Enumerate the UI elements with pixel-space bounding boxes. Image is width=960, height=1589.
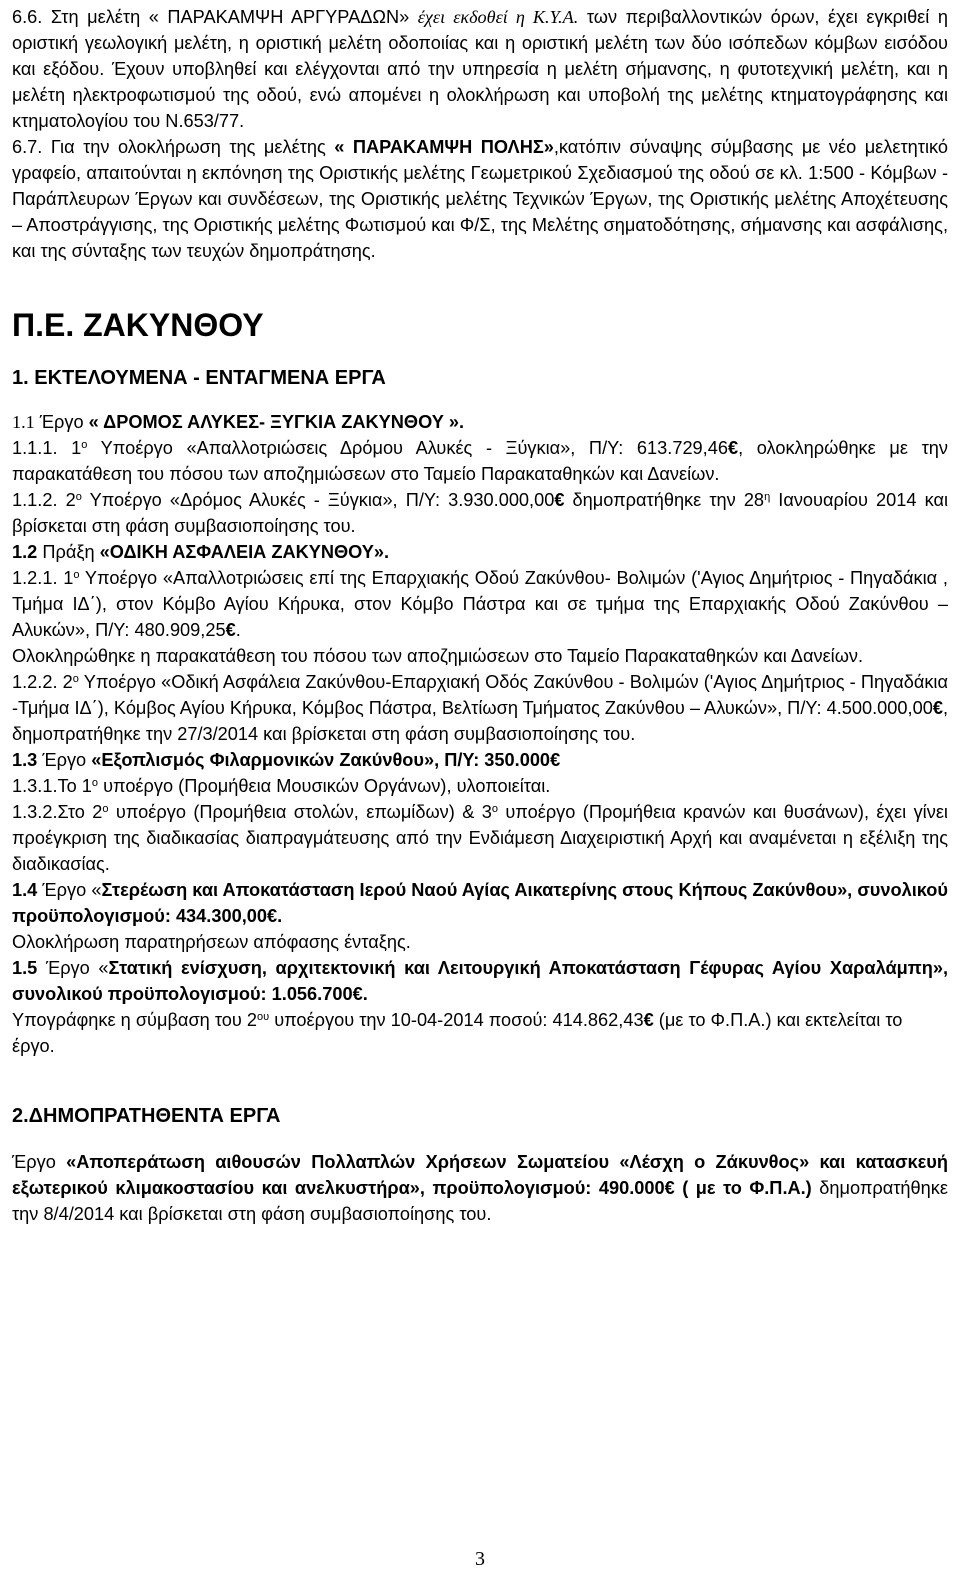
superscript: ο — [72, 673, 79, 685]
euro-symbol: € — [643, 1010, 654, 1030]
superscript: ο — [491, 803, 498, 815]
text-run: 6.6. Στη μελέτη « ΠΑΡΑΚΑΜΨΗ ΑΡΓΥΡΑΔΩΝ» — [12, 7, 418, 27]
item-1-1 — [12, 409, 948, 435]
item-1-3 — [12, 747, 948, 773]
text-run: των περιβαλλοντικών όρων, έχει εγκριθεί η οριστική γεωλογική μελέτη, η οριστική μελέτη οδοποιίας και η οριστική μελέτη των δύο ισόπεδων κόμβων εισόδου και εξόδου. Έχουν υποβληθεί και ελέγχονται από την υπηρεσία η μελέτη σήμανσης, η φυτοτεχνική μελέτη, και η μελέτη ηλεκτροφωτισμού της οδού, ενώ απομένει η ολοκλήρωση και υποβολή της μελέτης κτηματογράφησης και κτηματολογίου του Ν.653/77. — [12, 7, 949, 131]
text-run: Υπογράφηκε η σύμβαση του 2 — [12, 1010, 257, 1030]
text-run: Υποέργο «Οδική Ασφάλεια Ζακύνθου-Επαρχιακή Οδός Ζακύνθου - Βολιμών ('Αγιος Δημήτριος - Πηγαδάκια -Τμήμα ΙΔ΄), Κόμβος Αγίου Κήρυκα, Κόμβος Πάστρα, Βελτίωση Τμήματος Ζακύνθου – Αλυκών», Π/Υ: 4.500.000,00 — [12, 672, 948, 718]
superscript: ο — [81, 439, 88, 451]
superscript: ο — [91, 777, 99, 789]
text-run: Στερέωση και Αποκατάσταση Ιερού Ναού Αγίας Αικατερίνης στους Κήπους Ζακύνθου», συνολικού προϋπολογισμού: 434.300,00 — [12, 880, 948, 926]
text-run: «Εξοπλισμός Φιλαρμονικών Ζακύνθου», Π/Υ: 350.000 — [91, 750, 551, 770]
euro-symbol: € — [225, 620, 236, 640]
text-run: «Αποπεράτωση αιθουσών Πολλαπλών Χρήσεων Σωματείου «Λέσχη ο Ζάκυνθος» και κατασκευή εξωτερικού κλιμακοστασίου και ανελκυστήρα», προϋπολογισμού: 490.000 — [12, 1152, 949, 1198]
superscript: ο — [73, 569, 80, 581]
text-run: Έργο « — [37, 880, 102, 900]
text-run: υποέργο (Προμήθεια κρανών και θυσάνων), έχει γίνει προέγκριση της διαδικασίας διαπραγμάτευσης από την Ενδιάμεση Διαχειριστική Αρχή και αναμένεται η εξέλιξη της διαδικασίας. — [12, 802, 948, 874]
text-run: 1.5 — [12, 958, 38, 978]
text-run: υποέργο (Προμήθεια Μουσικών Οργάνων), υλοποιείται. — [98, 776, 551, 796]
text-run: υποέργο (Προμήθεια στολών, επωμίδων) & 3 — [108, 802, 492, 822]
text-run: Υποέργο «Απαλλοτριώσεις Δρόμου Αλυκές - Ξύγκια», Π/Υ: 613.729,46 — [87, 438, 728, 458]
item-1-2-2 — [12, 669, 948, 747]
euro-symbol: € — [664, 1178, 675, 1198]
text-run: 6.7. Για την ολοκλήρωση της μελέτης — [12, 137, 335, 157]
text-run: , δημοπρατήθηκε την 27/3/2014 και βρίσκεται στη φάση συμβασιοποίησης του. — [12, 698, 948, 744]
text-run: 1.1.2. 2 — [12, 490, 76, 510]
item-1-3-2 — [12, 799, 948, 877]
text-run: « ΔΡΟΜΟΣ ΑΛΥΚΕΣ- ΞΥΓΚΙΑ ΖΑΚΥΝΘΟΥ ». — [88, 412, 465, 432]
item-1-5 — [12, 955, 948, 1007]
item-1-2-1 — [12, 565, 948, 643]
text-run: Έργο « — [37, 958, 109, 978]
text-run: δημοπρατήθηκε την 8/4/2014 και βρίσκεται στη φάση συμβασιοποίησης του. — [12, 1178, 948, 1224]
item-1-4 — [12, 877, 948, 929]
text-run: 1.3.1.Το 1 — [12, 776, 92, 796]
heading-1: 1. ΕΚΤΕΛΟΥΜΕΝΑ - ΕΝΤΑΓΜΕΝΑ ΕΡΓΑ — [12, 367, 386, 389]
demo-project — [12, 1149, 948, 1227]
text-run: Στατική ενίσχυση, αρχιτεκτονική και Λειτουργική Αποκατάσταση Γέφυρας Αγίου Χαραλάμπη», συνολικού προϋπολογισμού: 1.056.700 — [12, 958, 948, 1004]
text-run: 1.3 — [12, 750, 38, 770]
item-1-2-1-continuation: Ολοκληρώθηκε η παρακατάθεση του πόσου των αποζημιώσεων στο Ταμείο Παρακαταθηκών και Δανείων. — [12, 646, 864, 666]
text-run: Υποέργο «Απαλλοτριώσεις επί της Επαρχιακής Οδού Ζακύνθου- Βολιμών ('Αγιος Δημήτριος - Πηγαδάκια , Τμήμα ΙΔ΄), στον Κόμβο Αγίου Κήρυκα, στον Κόμβο Πάστρα και σε τμήμα της Επαρχιακής Οδού Ζακύνθου – Αλυκών», Π/Υ: 480.909,25 — [12, 568, 948, 640]
euro-symbol: € — [550, 750, 561, 770]
text-run: ,κατόπιν σύναψης σύμβασης με νέο μελετητικό γραφείο, απαιτούνται η εκπόνηση της Οριστικής μελέτης Γεωμετρικού Σχεδιασμού της οδού σε κλ. 1:500 - Κόμβων - Παράπλευρων Έργων και συνδέσεων, της Οριστικής μελέτης Τεχνικών Έργων, της Οριστικής μελέτης Αποχέτευσης – Αποστράγγισης, της Οριστικής μελέτης Φωτισμού και Φ/Σ, της Μελέτης σηματοδότησης, σήμανσης και ασφάλισης, και της σύνταξης των τευχών δημοπράτησης. — [12, 137, 948, 261]
text-run: (με το Φ.Π.Α.) και εκτελείται το έργο. — [12, 1010, 903, 1056]
item-1-2 — [12, 539, 948, 565]
text-run: « ΠΑΡΑΚΑΜΨΗ ΠΟΛΗΣ» — [334, 137, 554, 157]
text-run: 1.4 — [12, 880, 38, 900]
text-run: «ΟΔΙΚΗ ΑΣΦΑΛΕΙΑ ΖΑΚΥΝΘΟΥ». — [99, 542, 390, 562]
euro-symbol: € — [352, 984, 363, 1004]
text-run: 1.3.2.Στο 2 — [12, 802, 103, 822]
item-1-1-2 — [12, 487, 948, 539]
euro-symbol: € — [266, 906, 278, 926]
item-1-1-1 — [12, 435, 948, 487]
text-run: Πράξη — [37, 542, 100, 562]
text-run: έχει εκδοθεί η Κ.Υ.Α. — [417, 7, 579, 27]
item-1-4-continuation: Ολοκλήρωση παρατηρήσεων απόφασης ένταξης. — [12, 932, 411, 952]
item-1-3-1 — [12, 773, 948, 799]
text-run: 1.1.1. 1 — [12, 438, 82, 458]
superscript: ο — [102, 803, 109, 815]
euro-symbol: € — [727, 438, 739, 458]
heading-2: 2.ΔΗΜΟΠΡΑΤΗΘΕΝΤΑ ΕΡΓΑ — [12, 1105, 281, 1127]
page-number: 3 — [475, 1548, 485, 1570]
title-pe-zakynthou: Π.Ε. ΖΑΚΥΝΘΟΥ — [12, 307, 264, 343]
text-run: Ιανουαρίου 2014 και βρίσκεται στη φάση συμβασιοποίησης του. — [12, 490, 948, 536]
text-run: υποέργου την 10-04-2014 ποσού: 414.862,43 — [269, 1010, 644, 1030]
euro-symbol: € — [554, 490, 565, 510]
text-run: 1.2.2. 2 — [12, 672, 73, 692]
text-run: . — [235, 620, 241, 640]
item-1-5-continuation — [12, 1007, 948, 1059]
superscript: ου — [257, 1011, 270, 1023]
text-run: . — [362, 984, 368, 1004]
text-run: 1.2.1. 1 — [12, 568, 74, 588]
text-run: Έργο — [12, 1152, 67, 1172]
paragraph-6-6 — [12, 4, 948, 134]
text-run: 1.1 — [12, 412, 35, 432]
text-run: . — [277, 906, 283, 926]
text-run: , ολοκληρώθηκε με την παρακατάθεση του πόσου των αποζημιώσεων στο Ταμείο Παρακαταθηκών και Δανείων. — [12, 438, 948, 484]
text-run: ( με το Φ.Π.Α.) — [674, 1178, 812, 1198]
text-run: Έργο — [34, 412, 89, 432]
text-run: δημοπρατήθηκε την 28 — [564, 490, 765, 510]
text-run: 1.2 — [12, 542, 38, 562]
paragraph-6-7 — [12, 134, 948, 264]
superscript: η — [764, 491, 771, 503]
text-run: Έργο — [37, 750, 92, 770]
text-run: Υποέργο «Δρόμος Αλυκές - Ξύγκια», Π/Υ: 3.930.000,00 — [81, 490, 555, 510]
euro-symbol: € — [932, 698, 943, 718]
superscript: ο — [75, 491, 82, 503]
